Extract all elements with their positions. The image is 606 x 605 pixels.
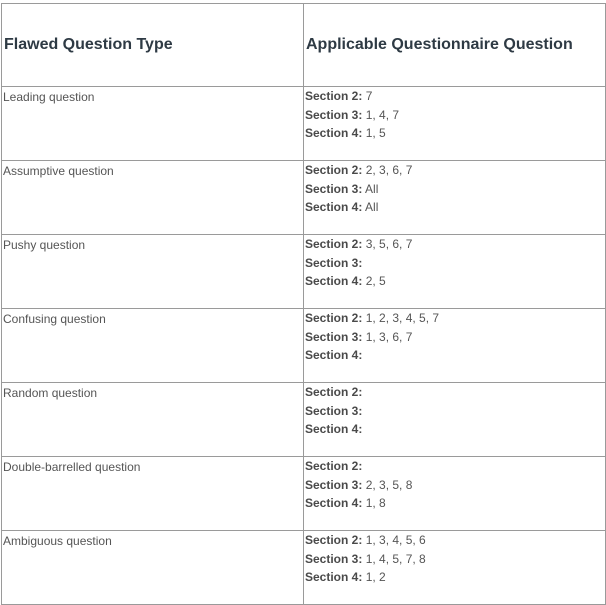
section-questions: 1, 2, 3, 4, 5, 7	[362, 311, 440, 325]
question-type-cell	[2, 309, 304, 383]
section-line	[304, 328, 605, 347]
question-type-label: Ambiguous question	[3, 534, 112, 548]
question-type-label: Random question	[3, 386, 98, 400]
section-line	[304, 161, 605, 180]
section-label: Section 3:	[305, 477, 363, 492]
section-label: Section 3:	[305, 403, 363, 418]
section-questions: 1, 3, 6, 7	[362, 329, 413, 344]
section-line	[304, 383, 605, 402]
table-row	[2, 235, 606, 309]
section-line	[304, 235, 605, 254]
section-label: Section 3:	[305, 551, 363, 566]
section-label: Section 2:	[305, 533, 363, 547]
section-label: Section 4:	[305, 126, 363, 141]
section-label: Section 4:	[305, 200, 363, 215]
question-type-label: Pushy question	[3, 238, 86, 252]
applicable-sections-cell	[304, 235, 606, 309]
flawed-question-table	[1, 3, 606, 605]
section-label: Section 3:	[305, 107, 363, 122]
section-line	[304, 420, 605, 439]
section-line	[304, 198, 605, 217]
question-type-label: Assumptive question	[3, 164, 114, 178]
header-flawed-question-type: Flawed Question Type	[4, 36, 173, 53]
section-questions: 1, 2	[362, 570, 386, 585]
section-questions: 3, 5, 6, 7	[362, 237, 413, 251]
section-label: Section 2:	[305, 237, 363, 251]
header-applicable-question: Applicable Questionnaire Question	[306, 36, 573, 53]
question-type-cell	[2, 161, 304, 235]
section-label: Section 3:	[305, 329, 363, 344]
table-row	[2, 87, 606, 161]
table-row	[2, 383, 606, 457]
section-label: Section 4:	[305, 496, 363, 511]
section-line	[304, 87, 605, 106]
section-label: Section 2:	[305, 163, 363, 177]
section-questions: 7	[362, 89, 373, 103]
question-type-label: Double-barrelled question	[3, 460, 141, 474]
question-type-cell	[2, 531, 304, 605]
section-questions: 1, 8	[362, 496, 386, 511]
section-label: Section 3:	[305, 255, 363, 270]
header-cell-applicable	[304, 4, 606, 87]
section-label: Section 4:	[305, 570, 363, 585]
section-questions: 1, 4, 7	[362, 107, 400, 122]
applicable-sections-cell	[304, 87, 606, 161]
section-line	[304, 531, 605, 550]
applicable-sections-cell	[304, 531, 606, 605]
section-line	[304, 476, 605, 495]
applicable-sections-cell	[304, 457, 606, 531]
question-type-cell	[2, 383, 304, 457]
section-line	[304, 272, 605, 291]
section-questions: 1, 4, 5, 7, 8	[362, 551, 426, 566]
table-row	[2, 531, 606, 605]
section-line	[304, 346, 605, 365]
table-row	[2, 457, 606, 531]
section-line	[304, 254, 605, 273]
question-type-cell	[2, 457, 304, 531]
applicable-sections-cell	[304, 309, 606, 383]
section-label: Section 2:	[305, 89, 363, 103]
table-header-row	[2, 4, 606, 87]
section-label: Section 4:	[305, 274, 363, 289]
section-questions: 1, 5	[362, 126, 386, 141]
section-line	[304, 457, 605, 476]
section-questions: 2, 3, 5, 8	[362, 477, 413, 492]
question-type-cell	[2, 235, 304, 309]
section-line	[304, 106, 605, 125]
section-line	[304, 550, 605, 569]
section-line	[304, 402, 605, 421]
section-questions: All	[362, 181, 379, 196]
question-type-label: Confusing question	[3, 312, 106, 326]
section-label: Section 2:	[305, 385, 363, 399]
applicable-sections-cell	[304, 161, 606, 235]
section-line	[304, 568, 605, 587]
section-questions: 1, 3, 4, 5, 6	[362, 533, 426, 547]
section-label: Section 2:	[305, 311, 363, 325]
applicable-sections-cell	[304, 383, 606, 457]
table-row	[2, 161, 606, 235]
section-line	[304, 309, 605, 328]
question-type-cell	[2, 87, 304, 161]
section-questions: 2, 5	[362, 274, 386, 289]
section-label: Section 2:	[305, 459, 363, 473]
section-line	[304, 180, 605, 199]
section-line	[304, 124, 605, 143]
section-label: Section 4:	[305, 348, 363, 363]
section-questions: 2, 3, 6, 7	[362, 163, 413, 177]
section-label: Section 3:	[305, 181, 363, 196]
question-type-label: Leading question	[3, 90, 95, 104]
section-questions: All	[362, 200, 379, 215]
table-row	[2, 309, 606, 383]
section-label: Section 4:	[305, 422, 363, 437]
header-cell-type	[2, 4, 304, 87]
section-line	[304, 494, 605, 513]
